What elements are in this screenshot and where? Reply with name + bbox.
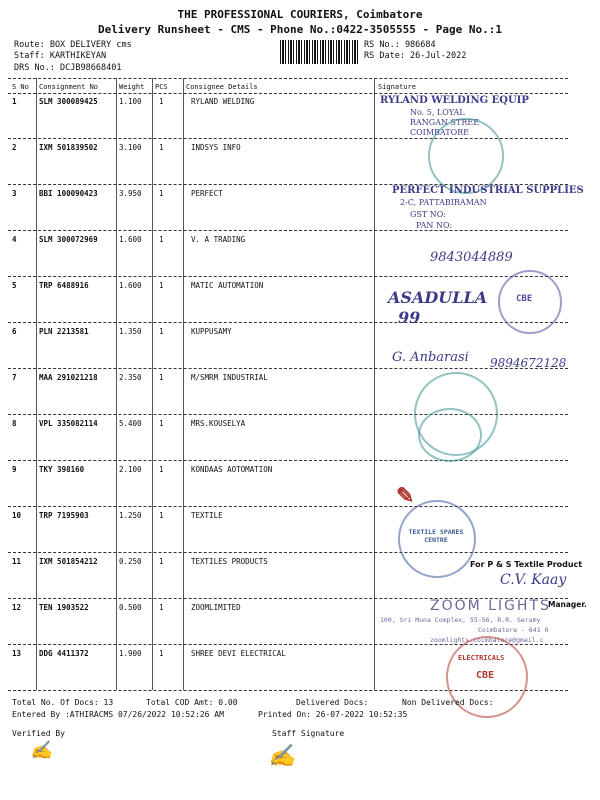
row-weight: 5.400 — [119, 419, 142, 428]
table-top-rule — [8, 78, 568, 79]
round-stamp-icon — [418, 408, 482, 462]
row-pcs: 1 — [159, 419, 164, 428]
col-header-consignee: Consignee Details — [186, 83, 258, 91]
row-weight: 1.600 — [119, 281, 142, 290]
row-consignee: KUPPUSAMY — [191, 327, 232, 336]
row-consignee: PERFECT — [191, 189, 223, 198]
row-weight: 2.350 — [119, 373, 142, 382]
row-pcs: 1 — [159, 557, 164, 566]
row-sno: 2 — [12, 143, 17, 152]
row-weight: 2.100 — [119, 465, 142, 474]
row-sno: 12 — [12, 603, 22, 612]
row-sno: 9 — [12, 465, 17, 474]
row-weight: 1.900 — [119, 649, 142, 658]
barcode — [280, 40, 360, 64]
runsheet-subtitle: Delivery Runsheet - CMS - Phone No.:0422-3505555 - Page No.:1 — [98, 23, 502, 36]
row-sno: 10 — [12, 511, 22, 520]
route-label: Route: BOX DELIVERY cms — [14, 40, 132, 50]
row-consignee: M/SMRM INDUSTRIAL — [191, 373, 268, 382]
row-weight: 1.100 — [119, 97, 142, 106]
stamp-textile-spares: TEXTILE SPARES CENTRE — [408, 528, 464, 544]
stamp-textile-product: For P & S Textile Product — [470, 560, 583, 569]
verified-signature-icon: ✍ — [30, 740, 53, 761]
row-consignment-no: TKY 398160 — [39, 465, 85, 474]
round-stamp-icon — [428, 118, 504, 194]
stamp-cbe: CBE — [516, 294, 533, 304]
company-title: THE PROFESSIONAL COURIERS, Coimbatore — [177, 8, 423, 21]
row-pcs: 1 — [159, 649, 164, 658]
row-pcs: 1 — [159, 189, 164, 198]
row-weight: 3.950 — [119, 189, 142, 198]
staff-signature-icon: ✍ — [268, 744, 296, 769]
row-pcs: 1 — [159, 465, 164, 474]
row-consignee: V. A TRADING — [191, 235, 246, 244]
row-weight: 0.500 — [119, 603, 142, 612]
stamp-cbe: CBE — [476, 670, 495, 681]
row-consignment-no: TRP 7195903 — [39, 511, 89, 520]
row-rule — [8, 368, 568, 369]
row-sno: 8 — [12, 419, 17, 428]
row-rule — [8, 460, 568, 461]
row-pcs: 1 — [159, 373, 164, 382]
row-consignment-no: SLM 300089425 — [39, 97, 98, 106]
staff-label: Staff: KARTHIKEYAN — [14, 51, 107, 61]
row-consignment-no: BBI 100090423 — [39, 189, 98, 198]
row-consignment-no: MAA 291021218 — [39, 373, 98, 382]
row-pcs: 1 — [159, 143, 164, 152]
row-weight: 3.100 — [119, 143, 142, 152]
row-consignment-no: TRP 6488916 — [39, 281, 89, 290]
col-header-pcs: PCS — [155, 83, 168, 91]
row-consignee: MRS.KOUSELYA — [191, 419, 246, 428]
row-sno: 11 — [12, 557, 22, 566]
verified-by-label: Verified By — [12, 729, 65, 738]
total-docs: Total No. Of Docs: 13 — [12, 698, 114, 707]
rs-date: RS Date: 26-Jul-2022 — [364, 51, 467, 61]
entered-by: Entered By :ATHIRACMS 07/26/2022 10:52:26 AM — [12, 710, 224, 719]
row-consignment-no: PLN 2213581 — [39, 327, 89, 336]
handwritten-name: ASADULLA — [388, 288, 488, 307]
col-header-signature: Signature — [378, 83, 416, 91]
non-delivered-docs: Non Delivered Docs: — [402, 698, 494, 707]
row-consignment-no: SLM 300072969 — [39, 235, 98, 244]
rs-number: RS No.: 986684 — [364, 40, 436, 50]
row-consignment-no: IXM 501839502 — [39, 143, 98, 152]
handwritten-signature-icon: C.V. Kaay — [500, 572, 567, 588]
row-weight: 1.250 — [119, 511, 142, 520]
row-pcs: 1 — [159, 327, 164, 336]
total-cod: Total COD Amt: 0.00 — [146, 698, 238, 707]
row-sno: 7 — [12, 373, 17, 382]
row-sno: 4 — [12, 235, 17, 244]
handwritten-phone: 9843044889 — [430, 250, 513, 265]
stamp-zoom-lights: ZOOM LIGHTS — [430, 598, 551, 614]
row-pcs: 1 — [159, 281, 164, 290]
staff-signature-label: Staff Signature — [272, 729, 345, 738]
drs-number: DRS No.: DCJB98668401 — [14, 63, 122, 73]
col-header-consignment: Consignment No — [39, 83, 99, 91]
row-pcs: 1 — [159, 511, 164, 520]
row-consignee: MATIC AUTOMATION — [191, 281, 264, 290]
printed-on: Printed On: 26-07-2022 10:52:35 — [258, 710, 408, 719]
row-consignee: RYLAND WELDING — [191, 97, 255, 106]
row-rule — [8, 230, 568, 231]
stamp-ryland-addr: No. 5, LOYAL — [410, 108, 465, 117]
row-weight: 1.600 — [119, 235, 142, 244]
stamp-zoom-addr: 100, Sri Muna Complex, 55-56, R.R. Seramy — [380, 616, 541, 624]
handwritten-name: G. Anbarasi — [392, 350, 469, 365]
row-consignee: INDSYS INFO — [191, 143, 241, 152]
row-consignee: TEXTILE — [191, 511, 223, 520]
row-consignee: ZOOMLIMITED — [191, 603, 241, 612]
row-sno: 1 — [12, 97, 17, 106]
row-rule — [8, 552, 568, 553]
stamp-perfect: PERFECT INDUSTRIAL SUPPLIES — [392, 185, 584, 196]
row-sno: 3 — [12, 189, 17, 198]
stamp-perfect-addr: GST NO: — [410, 210, 447, 219]
row-weight: 0.250 — [119, 557, 142, 566]
row-rule — [8, 506, 568, 507]
stamp-zoom-email: zoomlights.coimbatore@gmail.c — [430, 636, 544, 644]
delivered-docs: Delivered Docs: — [296, 698, 369, 707]
col-header-weight: Weight — [119, 83, 145, 91]
row-consignment-no: VPL 335082114 — [39, 419, 98, 428]
stamp-perfect-addr: PAN NO: — [416, 221, 453, 230]
row-consignment-no: DDG 4411372 — [39, 649, 89, 658]
stamp-perfect-addr: 2-C, PATTABIRAMAN — [400, 198, 487, 207]
stamp-ryland-addr: RANGAN STREE — [410, 118, 480, 127]
row-pcs: 1 — [159, 603, 164, 612]
row-rule — [8, 322, 568, 323]
stamp-electricals: ELECTRICALS — [458, 654, 505, 662]
row-pcs: 1 — [159, 235, 164, 244]
col-header-sno: S No — [12, 83, 29, 91]
row-rule — [8, 276, 568, 277]
red-scribble-icon: ✎ — [396, 483, 415, 509]
stamp-zoom-addr: Coimbatore - 641 0 — [478, 626, 549, 634]
row-weight: 1.350 — [119, 327, 142, 336]
stamp-manager: Manager. — [548, 600, 587, 609]
row-consignee: KONDAAS AOTOMATION — [191, 465, 273, 474]
header-rule — [8, 93, 568, 94]
stamp-ryland: RYLAND WELDING EQUIP — [380, 95, 529, 106]
row-pcs: 1 — [159, 97, 164, 106]
row-consignment-no: IXM 501854212 — [39, 557, 98, 566]
row-consignee: TEXTILES PRODUCTS — [191, 557, 268, 566]
handwritten-phone: 99 — [398, 308, 421, 327]
handwritten-phone: 9894672128 — [490, 356, 567, 370]
row-sno: 6 — [12, 327, 17, 336]
stamp-ryland-addr: COIMBATORE — [410, 128, 470, 137]
row-sno: 5 — [12, 281, 17, 290]
row-consignee: SHREE DEVI ELECTRICAL — [191, 649, 286, 658]
row-consignment-no: TEN 1903522 — [39, 603, 89, 612]
row-sno: 13 — [12, 649, 22, 658]
